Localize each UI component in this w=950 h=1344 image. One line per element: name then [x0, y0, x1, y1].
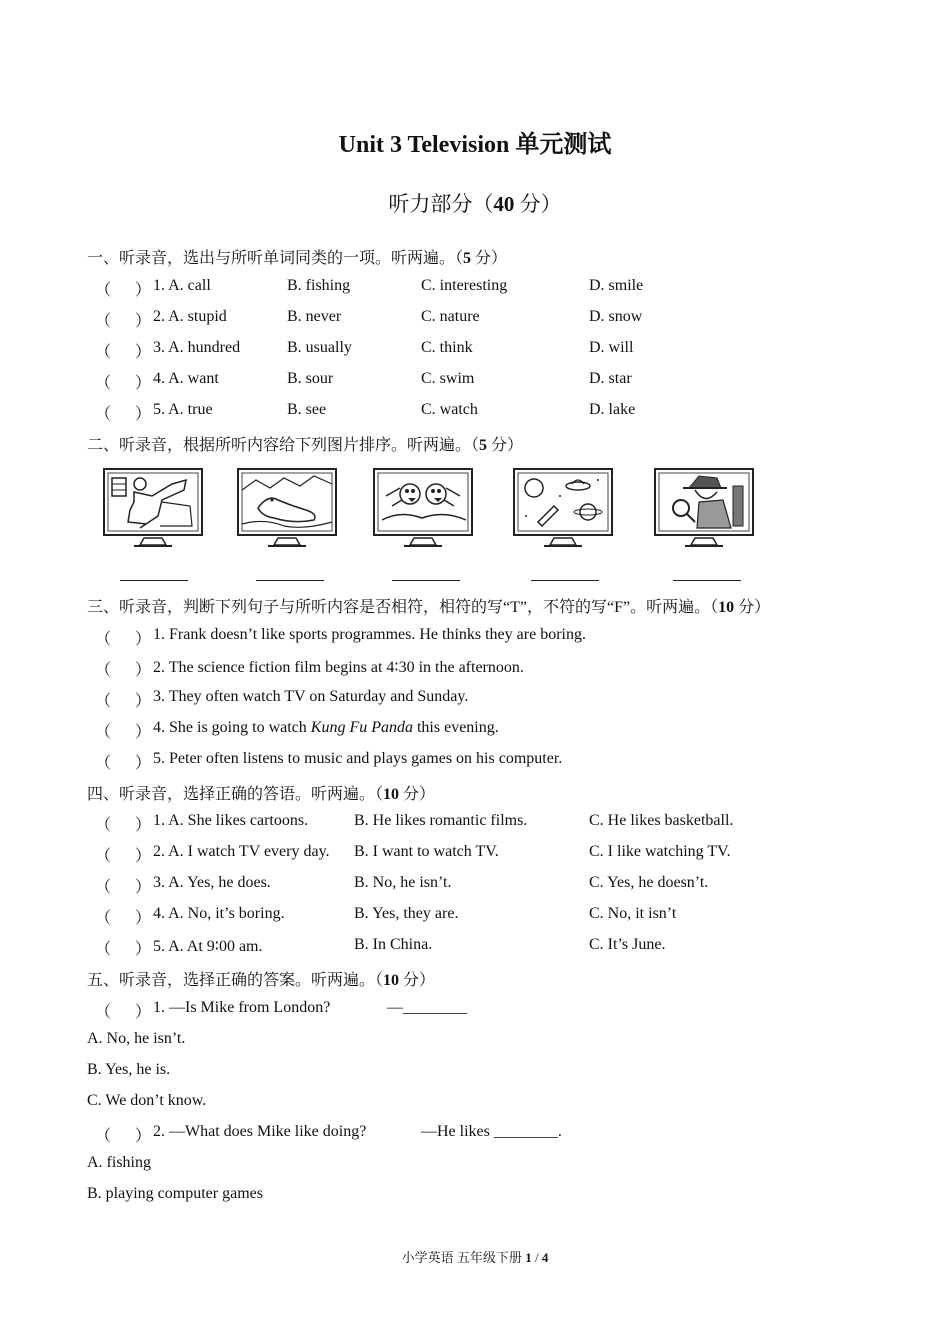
section-1-heading-text: 一、听录音，选出与所听单词同类的一项。听两遍。（ — [87, 250, 464, 267]
answer-paren-open: （ — [95, 724, 112, 741]
s4-item-1 — [95, 812, 915, 832]
option-a: 3. A. Yes, he does. — [153, 874, 271, 891]
section-1-heading — [87, 245, 507, 268]
section-4-points: 10 — [383, 786, 400, 803]
answer-paren-open: （ — [95, 910, 112, 927]
footer-page-total: 4 — [541, 1250, 549, 1265]
footer-page-number: 1 — [525, 1250, 532, 1265]
section-3-heading — [87, 594, 770, 617]
s4-item-4 — [95, 905, 915, 925]
answer-paren-open: （ — [95, 817, 112, 834]
sports-tv-icon — [100, 466, 208, 550]
picture-order-blank-4[interactable] — [531, 580, 599, 581]
answer-paren-close: ） — [135, 817, 152, 834]
answer-paren-close: ） — [135, 1128, 152, 1145]
question-text: 2. —What does Mike like doing? — [153, 1123, 367, 1140]
answer-paren-open: （ — [95, 406, 112, 423]
option-a: 1. A. call — [153, 277, 211, 294]
option-b: B. sour — [287, 370, 334, 387]
option-b: B. I want to watch TV. — [354, 843, 499, 860]
section-5-heading-text: 五、听录音，选择正确的答案。听两遍。（ — [87, 972, 384, 989]
section-3-heading-tail: 分） — [734, 599, 771, 616]
footer-text: 小学英语 五年级下册 — [401, 1250, 526, 1265]
answer-paren-close: ） — [135, 406, 152, 423]
section-1-heading-tail: 分） — [471, 250, 508, 267]
s5-q1-option-a: A. No, he isn’t. — [87, 1030, 186, 1047]
option-b: B. In China. — [354, 936, 433, 953]
s5-q2-option-a: A. fishing — [87, 1154, 151, 1171]
option-c: C. interesting — [421, 277, 508, 294]
option-c: C. It’s June. — [589, 936, 666, 953]
statement-post: this evening. — [412, 719, 499, 736]
s3-item-2 — [95, 657, 915, 677]
option-d: D. smile — [589, 277, 644, 294]
option-c: C. nature — [421, 308, 480, 325]
answer-paren-close: ） — [135, 631, 152, 648]
s5-q2-option-b: B. playing computer games — [87, 1185, 263, 1202]
section-2-heading-text: 二、听录音，根据所听内容给下列图片排序。听两遍。（ — [87, 437, 480, 454]
option-b: B. No, he isn’t. — [354, 874, 452, 891]
option-a: 3. A. hundred — [153, 339, 241, 356]
answer-paren-open: （ — [95, 631, 112, 648]
option-a: 2. A. stupid — [153, 308, 227, 325]
picture-order-blank-5[interactable] — [673, 580, 741, 581]
section-2-points: 5 — [479, 437, 488, 454]
answer-paren-open: （ — [95, 282, 112, 299]
answer-paren-close: ） — [135, 1004, 152, 1021]
subtitle-suffix: 分） — [514, 192, 562, 216]
answer-paren-close: ） — [135, 941, 152, 958]
answer-paren-close: ） — [135, 313, 152, 330]
option-b: B. never — [287, 308, 342, 325]
cartoon-birds-tv-icon — [370, 466, 478, 550]
film-title: Kung Fu Panda — [310, 719, 413, 736]
subtitle-prefix: 听力部分（ — [388, 192, 494, 216]
option-a: 4. A. want — [153, 370, 219, 387]
s4-item-3 — [95, 874, 915, 894]
option-c: C. No, it isn’t — [589, 905, 677, 922]
option-d: D. will — [589, 339, 634, 356]
option-a: 1. A. She likes cartoons. — [153, 812, 309, 829]
section-5-points: 10 — [383, 972, 400, 989]
option-d: D. lake — [589, 401, 636, 418]
section-1-points: 5 — [463, 250, 472, 267]
option-a: 5. A. At 9∶00 am. — [153, 938, 263, 955]
section-2-heading — [87, 432, 523, 455]
answer-paren-close: ） — [135, 375, 152, 392]
option-a: 2. A. I watch TV every day. — [153, 843, 330, 860]
s5-q1-option-c: C. We don’t know. — [87, 1092, 207, 1109]
option-b: B. usually — [287, 339, 352, 356]
section-4-heading — [87, 781, 435, 804]
answer-paren-close: ） — [135, 282, 152, 299]
option-b: B. Yes, they are. — [354, 905, 459, 922]
option-c: C. think — [421, 339, 473, 356]
answer-paren-close: ） — [135, 724, 152, 741]
s4-item-2 — [95, 843, 915, 863]
s1-item-1 — [95, 277, 915, 297]
s5-question-2 — [95, 1123, 915, 1143]
answer-paren-open: （ — [95, 941, 112, 958]
picture-order-blank-3[interactable] — [392, 580, 460, 581]
option-c: C. Yes, he doesn’t. — [589, 874, 709, 891]
s3-item-4 — [95, 719, 915, 739]
s4-item-5 — [95, 936, 915, 956]
s3-item-3 — [95, 688, 915, 708]
option-a: 5. A. true — [153, 401, 213, 418]
section-3-heading-text: 三、听录音，判断下列句子与所听内容是否相符，相符的写“T”，不符的写“F”。听两遍。（ — [87, 599, 719, 616]
footer-separator: / — [531, 1250, 542, 1265]
s5-question-1 — [95, 999, 915, 1019]
statement-text — [153, 719, 499, 737]
answer-paren-close: ） — [135, 755, 152, 772]
answer-paren-close: ） — [135, 344, 152, 361]
section-2-heading-tail: 分） — [487, 437, 524, 454]
answer-paren-open: （ — [95, 1128, 112, 1145]
option-b: B. He likes romantic films. — [354, 812, 528, 829]
s1-item-4 — [95, 370, 915, 390]
statement-pre: 4. She is going to watch — [153, 719, 311, 736]
answer-paren-close: ） — [135, 848, 152, 865]
picture-order-blank-2[interactable] — [256, 580, 324, 581]
statement-text: 2. The science fiction film begins at 4∶30 in the afternoon. — [153, 659, 524, 676]
option-a: 4. A. No, it’s boring. — [153, 905, 285, 922]
subtitle-points: 40 — [493, 192, 515, 216]
s3-item-5 — [95, 750, 915, 770]
section-5-heading — [87, 967, 435, 990]
answer-paren-open: （ — [95, 344, 112, 361]
statement-text: 1. Frank doesn’t like sports programmes. He thinks they are boring. — [153, 626, 586, 643]
option-b: B. see — [287, 401, 327, 418]
nature-seal-tv-icon — [234, 466, 342, 550]
section-4-heading-text: 四、听录音，选择正确的答语。听两遍。（ — [87, 786, 384, 803]
s3-item-1 — [95, 626, 915, 646]
option-d: D. star — [589, 370, 632, 387]
answer-blank: —________ — [387, 999, 467, 1016]
s1-item-3 — [95, 339, 915, 359]
statement-text: 5. Peter often listens to music and plays games on his computer. — [153, 750, 563, 767]
picture-order-blank-1[interactable] — [120, 580, 188, 581]
statement-text: 3. They often watch TV on Saturday and Sunday. — [153, 688, 469, 705]
section-title-listening — [0, 188, 950, 218]
answer-paren-open: （ — [95, 848, 112, 865]
space-tv-icon — [510, 466, 618, 550]
section-5-heading-tail: 分） — [399, 972, 436, 989]
answer-paren-open: （ — [95, 693, 112, 710]
page-footer — [0, 1247, 950, 1266]
answer-paren-close: ） — [135, 662, 152, 679]
answer-paren-open: （ — [95, 879, 112, 896]
option-c: C. He likes basketball. — [589, 812, 734, 829]
option-b: B. fishing — [287, 277, 351, 294]
page-title: Unit 3 Television 单元测试 — [338, 132, 612, 158]
s5-q1-option-b: B. Yes, he is. — [87, 1061, 171, 1078]
answer-paren-close: ） — [135, 879, 152, 896]
option-c: C. I like watching TV. — [589, 843, 731, 860]
answer-paren-close: ） — [135, 693, 152, 710]
option-c: C. watch — [421, 401, 478, 418]
s1-item-2 — [95, 308, 915, 328]
answer-blank: —He likes ________. — [421, 1123, 562, 1140]
s1-item-5 — [95, 401, 915, 421]
question-text: 1. —Is Mike from London? — [153, 999, 331, 1016]
option-c: C. swim — [421, 370, 475, 387]
answer-paren-open: （ — [95, 1004, 112, 1021]
answer-paren-open: （ — [95, 375, 112, 392]
detective-tv-icon — [651, 466, 759, 550]
option-d: D. snow — [589, 308, 643, 325]
answer-paren-open: （ — [95, 662, 112, 679]
answer-paren-close: ） — [135, 910, 152, 927]
answer-paren-open: （ — [95, 313, 112, 330]
answer-paren-open: （ — [95, 755, 112, 772]
section-4-heading-tail: 分） — [399, 786, 436, 803]
section-3-points: 10 — [718, 599, 735, 616]
